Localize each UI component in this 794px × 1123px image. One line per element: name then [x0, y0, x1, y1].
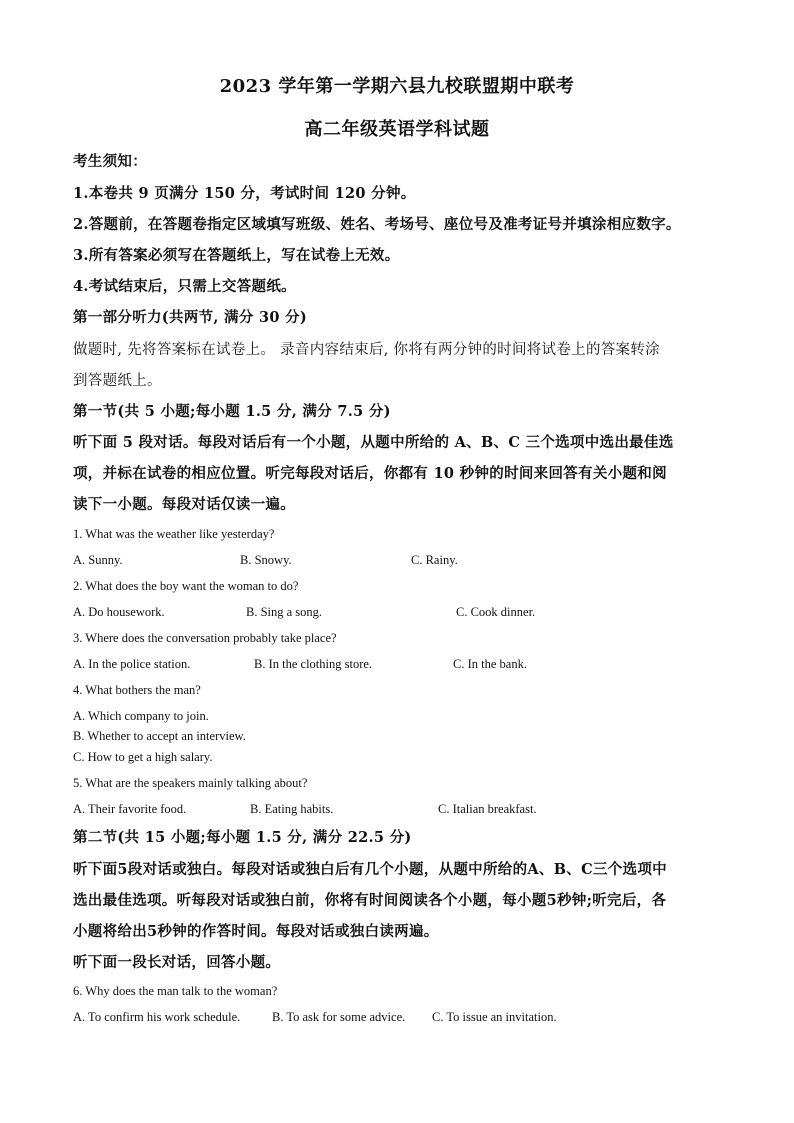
question-1: 1. What was the weather like yesterday? — [73, 527, 275, 541]
question-5: 5. What are the speakers mainly talking about? — [73, 776, 308, 790]
q5-option-c: C. Italian breakfast. — [438, 802, 537, 816]
section1-heading: 第一节(共 5 小题;每小题 1.5 分, 满分 7.5 分) — [73, 403, 391, 420]
q2-option-c: C. Cook dinner. — [456, 605, 536, 619]
notice-item-2: 2.答题前，在答题卷指定区域填写班级、姓名、考场号、座位号及准考证号并填涂相应数字。 — [73, 216, 681, 233]
q4-option-a: A. Which company to join. — [73, 709, 209, 723]
section2-instr-line1: 听下面5段对话或独白。每段对话或独白后有几个小题，从题中所给的A、B、C三个选项中 — [73, 861, 667, 878]
section2-sub-heading: 听下面一段长对话，回答小题。 — [73, 954, 281, 971]
q3-option-c: C. In the bank. — [453, 657, 527, 671]
question-4: 4. What bothers the man? — [73, 683, 201, 697]
q1-option-c: C. Rainy. — [411, 553, 458, 567]
part1-intro-line1: 做题时, 先将答案标在试卷上。 录音内容结束后, 你将有两分钟的时间将试卷上的答案转涂 — [73, 342, 660, 358]
notice-item-4: 4.考试结束后，只需上交答题纸。 — [73, 278, 296, 295]
q6-option-b: B. To ask for some advice. — [272, 1010, 406, 1024]
q3-option-b: B. In the clothing store. — [254, 657, 373, 671]
q2-option-b: B. Sing a song. — [246, 605, 323, 619]
q2-option-a: A. Do housework. — [73, 605, 165, 619]
q4-option-b: B. Whether to accept an interview. — [73, 729, 246, 743]
question-2: 2. What does the boy want the woman to do? — [73, 579, 299, 593]
notice-heading: 考生须知： — [73, 153, 147, 170]
q1-option-a: A. Sunny. — [73, 553, 123, 567]
exam-title: 2023 学年第一学期六县九校联盟期中联考 — [219, 76, 575, 97]
q5-option-a: A. Their favorite food. — [73, 802, 187, 816]
exam-subtitle: 高二年级英语学科试题 — [304, 119, 490, 140]
q6-option-c: C. To issue an invitation. — [432, 1010, 557, 1024]
question-6: 6. Why does the man talk to the woman? — [73, 984, 278, 998]
q1-option-b: B. Snowy. — [240, 553, 292, 567]
section2-instr-line2: 选出最佳选项。听每段对话或独白前，你将有时间阅读各个小题，每小题5秒钟;听完后，各 — [73, 892, 667, 909]
section1-instr-line3: 读下一小题。每段对话仅读一遍。 — [73, 496, 295, 513]
q5-option-b: B. Eating habits. — [250, 802, 334, 816]
section1-instr-line2: 项，并标在试卷的相应位置。听完每段对话后，你都有 10 秒钟的时间来回答有关小题和阅 — [73, 465, 667, 482]
section1-instr-line1: 听下面 5 段对话。每段对话后有一个小题，从题中所给的 A、B、C 三个选项中选出最佳选 — [73, 434, 674, 451]
notice-item-3: 3.所有答案必须写在答题纸上，写在试卷上无效。 — [73, 247, 400, 264]
part1-heading: 第一部分听力(共两节, 满分 30 分) — [73, 309, 308, 326]
q4-option-c: C. How to get a high salary. — [73, 750, 213, 764]
section2-heading: 第二节(共 15 小题;每小题 1.5 分, 满分 22.5 分) — [73, 829, 412, 846]
part1-intro-line2: 到答题纸上。 — [73, 373, 162, 389]
section2-instr-line3: 小题将给出5秒钟的作答时间。每段对话或独白读两遍。 — [73, 923, 439, 940]
q6-option-a: A. To confirm his work schedule. — [73, 1010, 241, 1024]
q3-option-a: A. In the police station. — [73, 657, 191, 671]
question-3: 3. Where does the conversation probably take place? — [73, 631, 337, 645]
notice-item-1: 1.本卷共 9 页满分 150 分，考试时间 120 分钟。 — [73, 185, 416, 202]
